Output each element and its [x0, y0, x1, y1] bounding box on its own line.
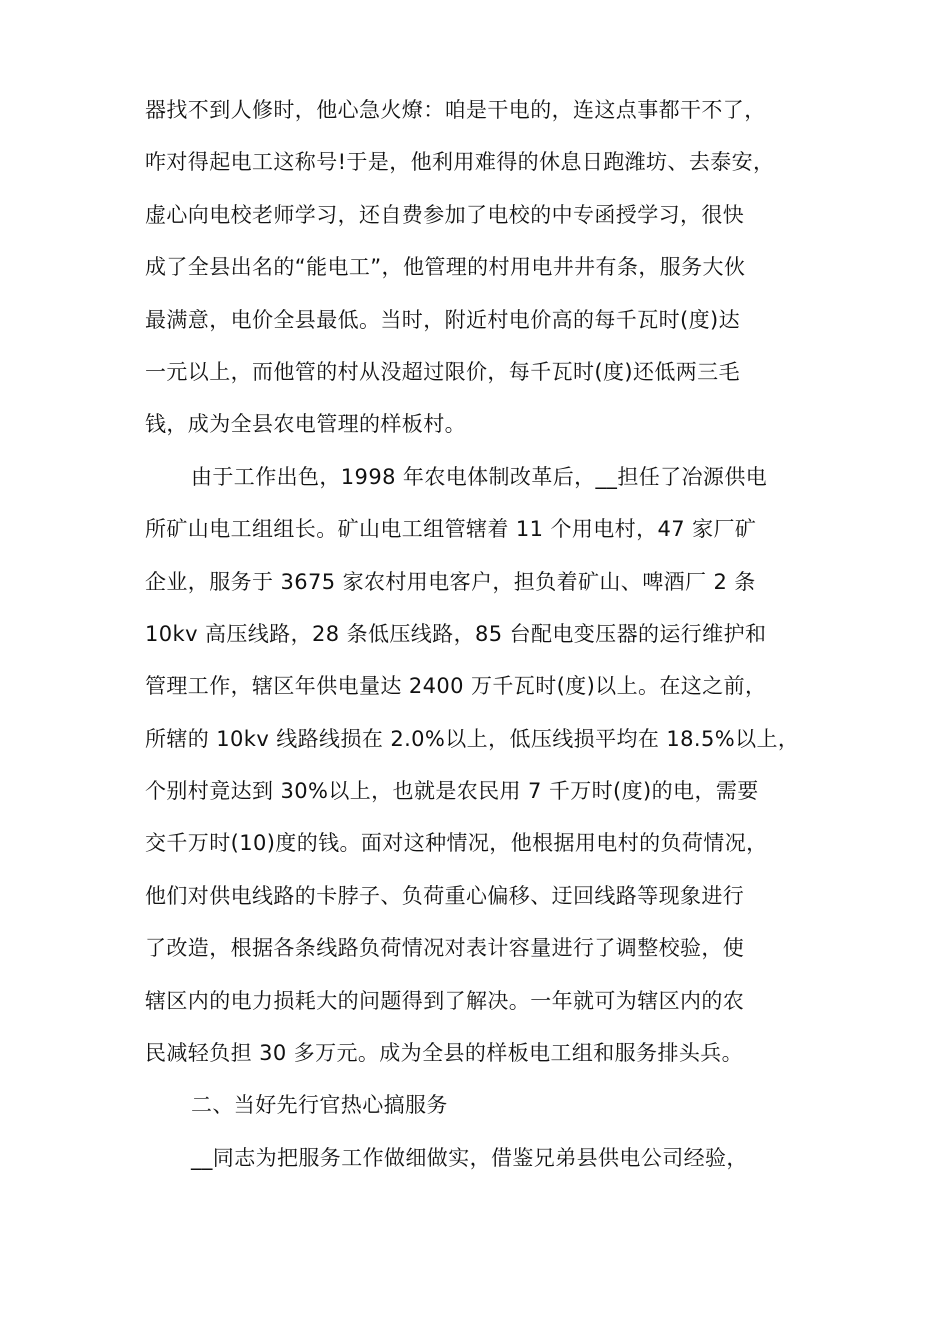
text-line: 成了全县出名的“能电工”，他管理的村用电井井有条，服务大伙 [145, 255, 746, 280]
text-line: 一元以上，而他管的村从没超过限价，每千瓦时(度)还低两三毛 [145, 359, 740, 384]
text-line: 民减轻负担 30 多万元。成为全县的样板电工组和服务排头兵。 [145, 1041, 744, 1066]
text-line: 他们对供电线路的卡脖子、负荷重心偏移、迂回线路等现象进行 [145, 883, 745, 908]
text-line: 个别村竟达到 30%以上，也就是农民用 7 千万时(度)的电，需要 [145, 779, 759, 804]
text-line: 管理工作，辖区年供电量达 2400 万千瓦时(度)以上。在这之前， [145, 674, 767, 699]
text-line: 咋对得起电工这称号!于是，他利用难得的休息日跑潍坊、去泰安， [145, 150, 775, 175]
text-line: 所矿山电工组组长。矿山电工组管辖着 11 个用电村，47 家厂矿 [145, 517, 757, 542]
text-line: 器找不到人修时，他心急火燎：咱是干电的，连这点事都干不了， [145, 98, 766, 122]
text-line: 辖区内的电力损耗大的问题得到了解决。一年就可为辖区内的农 [145, 988, 745, 1013]
document-body [145, 84, 815, 1184]
paragraph-first-line: 由于工作出色，1998 年农电体制改革后，__担任了冶源供电 [191, 464, 768, 489]
text-line: 了改造，根据各条线路负荷情况对表计容量进行了调整校验，使 [145, 936, 745, 961]
text-line: 虚心向电校老师学习，还自费参加了电校的中专函授学习，很快 [145, 202, 745, 227]
section-heading: 二、当好先行官热心搞服务 [191, 1093, 448, 1118]
paragraph-first-line: __同志为把服务工作做细做实，借鉴兄弟县供电公司经验， [191, 1145, 748, 1170]
text-line: 10kv 高压线路，28 条低压线路，85 台配电变压器的运行维护和 [145, 621, 767, 646]
text-line: 钱，成为全县农电管理的样板村。 [145, 412, 466, 437]
text-line: 所辖的 10kv 线路线损在 2.0%以上，低压线损平均在 18.5%以上， [145, 726, 800, 751]
text-line: 企业，服务于 3675 家农村用电客户，担负着矿山、啤酒厂 2 条 [145, 569, 756, 594]
text-line: 最满意，电价全县最低。当时，附近村电价高的每千瓦时(度)达 [145, 307, 740, 332]
text-line: 交千万时(10)度的钱。面对这种情况，他根据用电村的负荷情况， [145, 831, 768, 856]
